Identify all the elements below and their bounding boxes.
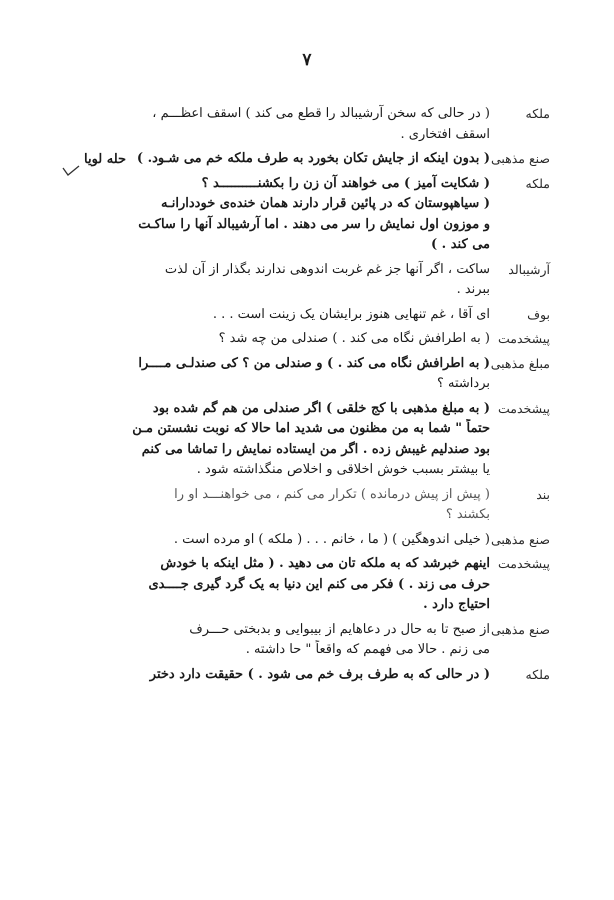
dialogue-entry — [62, 260, 550, 301]
dialogue-line: می زنم . حالا می فهمم که واقعاً " حا داشته . — [245, 642, 490, 657]
dialogue-entry — [62, 354, 550, 395]
dialogue-text — [62, 329, 490, 350]
dialogue-line: ( به مبلغ مذهبی با کج خلقی ) اگر صندلی من هم گم شده بود — [152, 400, 490, 416]
dialogue-entry — [62, 104, 550, 145]
dialogue-line: ( خیلی اندوهگین ) ( ما ، خانم . . . ( ملکه ) او مرده است . — [173, 531, 490, 547]
speaker-name: مبلغ مذهبی — [490, 355, 550, 371]
dialogue-line: بود صندلیم غیبش زده . اگر من ایستاده نمایش را تماشا می کنم — [141, 441, 490, 457]
dialogue-text — [62, 260, 490, 301]
dialogue-entry — [62, 399, 550, 481]
dialogue-line: ( بدون اینکه از جایش تکان بخورد به طرف ملکه خم می شـود. ) — [136, 151, 490, 166]
dialogue-line: یا بیشتر بسبب خوش اخلاقی و اخلاص منگذاشته شود . — [196, 462, 490, 477]
speaker-name: آرشیبالد — [508, 261, 550, 277]
speaker-name: بوف — [527, 306, 550, 322]
dialogue-line: ( به اطرافش نگاه می کند . ) و صندلی من ؟ کی صندلـی مــــرا — [138, 355, 490, 371]
dialogue-entry — [62, 149, 550, 170]
dialogue-text — [62, 620, 490, 661]
speaker-name: پیشخدمت — [497, 400, 550, 416]
dialogue-line: ساکت ، اگر آنها جز غم غربت اندوهی ندارند بگذار از آن لذت — [164, 261, 490, 277]
dialogue-line: ( پیش از پیش درمانده ) تکرار می کنم ، می خواهنـــد او را — [174, 486, 490, 502]
dialogue-line: ( در حالی که به طرف برف خم می شود . ) حقیقت دارد دختر — [149, 666, 490, 682]
dialogue-line: برداشته ؟ — [436, 376, 490, 391]
dialogue-text — [62, 305, 490, 326]
speaker-name: ملکه — [525, 175, 550, 191]
dialogue-line: حرف می زند . ) فکر می کنم این دنیا به یک گرد گیری جــــدی — [148, 576, 490, 592]
dialogue-entry — [62, 305, 550, 326]
dialogue-text — [62, 354, 490, 395]
dialogue-entry — [62, 554, 550, 616]
dialogue-text — [62, 149, 490, 170]
speaker-name: پیشخدمت — [497, 331, 550, 346]
dialogue-text — [62, 665, 490, 686]
dialogue-text — [62, 530, 490, 551]
dialogue-line: از صبح تا به حال در دعاهایم از بیبوایی و بدبختی حـــرف — [189, 621, 490, 637]
dialogue-text — [62, 554, 490, 616]
dialogue-entry — [62, 485, 550, 526]
dialogue-line: اینهم خبرشد که به ملکه تان می دهید . ( مثل اینکه با خودش — [160, 556, 490, 571]
speaker-name: ملکه — [525, 106, 550, 121]
dialogue-text — [62, 485, 490, 526]
speaker-name: صنع مذهبی — [490, 151, 550, 166]
dialogue-line: ( شکایت آمیز ) می خواهند آن زن را بکشنــــــــــد ؟ — [201, 175, 490, 191]
page-number: ۷ — [302, 50, 312, 70]
speaker-name: صنع مذهبی — [490, 531, 550, 547]
dialogue-entry — [62, 530, 550, 551]
dialogue-line: اسقف افتخاری . — [400, 126, 490, 142]
dialogue-entry — [62, 174, 550, 256]
dialogue-line: بکشند ؟ — [445, 507, 490, 522]
dialogue-line: ( سیاهپوستان که در پائین قرار دارند همان خنده‌ی خوددارانـه — [161, 196, 490, 211]
margin-note: حله لویا — [84, 152, 127, 167]
dialogue-line: ( در حالی که سخن آرشیبالد را قطع می کند ) اسقف اعظـــم ، — [152, 106, 490, 121]
dialogue-entry — [62, 665, 550, 686]
dialogue-line: احتیاج دارد . — [423, 597, 490, 612]
dialogue-line: ای آقا ، غم تنهایی هنوز برایشان یک زینت است . . . — [212, 306, 490, 322]
dialogue-text — [62, 174, 490, 256]
play-dialogue — [62, 104, 550, 689]
dialogue-text — [62, 399, 490, 481]
dialogue-text — [62, 104, 490, 145]
dialogue-entry — [62, 620, 550, 661]
dialogue-line: ( به اطرافش نگاه می کند . ) صندلی من چه شد ؟ — [218, 331, 490, 346]
dialogue-line: ببرند . — [456, 282, 490, 297]
speaker-name: پیشخدمت — [497, 556, 550, 571]
speaker-name: بند — [536, 486, 550, 502]
speaker-name: ملکه — [525, 666, 550, 682]
speaker-name: صنع مذهبی — [490, 621, 550, 637]
dialogue-line: حتماً " شما به من مظنون می شدید اما حالا که نوبت نشستن مـن — [132, 421, 490, 436]
dialogue-entry — [62, 329, 550, 350]
dialogue-line: و موزون اول نمایش را سر می دهند . اما آرشیبالد آنها را ساکـت — [138, 216, 490, 232]
dialogue-line: می کند . ) — [431, 237, 490, 252]
